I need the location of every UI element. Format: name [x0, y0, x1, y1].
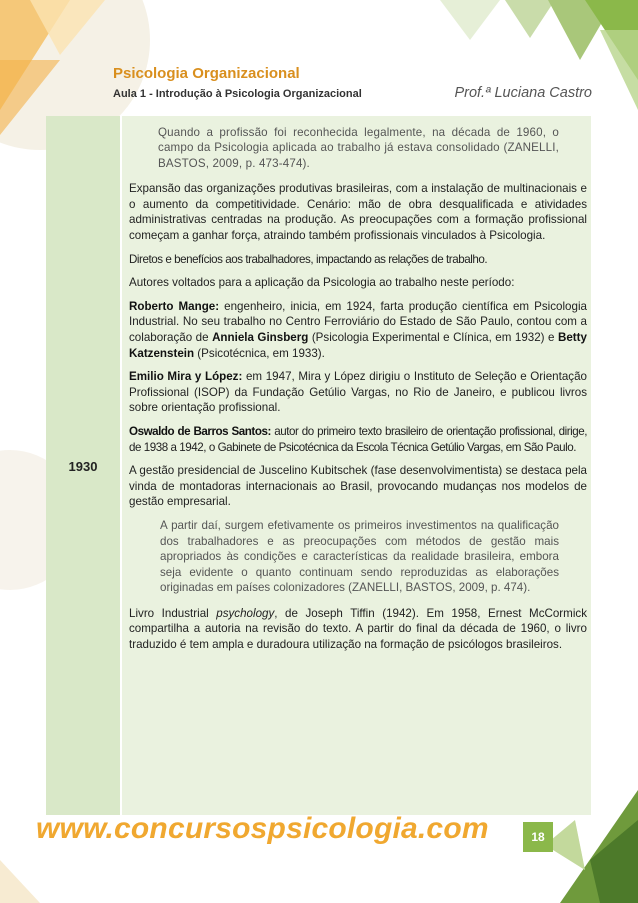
document-title: Psicologia Organizacional	[113, 65, 300, 82]
paragraph-text: Livro Industrial	[129, 606, 217, 620]
author-text: autor do primeiro texto brasileiro de orientação profissional, dirige, de 1938 a 1942, o Gabinete de Psicotécnica da Escola Técnica Getúlio Vargas, em São Paulo.	[129, 424, 587, 454]
decor-triangle	[505, 0, 555, 38]
timeline-table	[46, 116, 591, 815]
lesson-subtitle: Aula 1 - Introdução à Psicologia Organizacional	[113, 88, 362, 100]
book-title-word: psychology	[216, 606, 275, 620]
author-text: (Psicotécnica, em 1933).	[194, 346, 325, 360]
author-text: em 1947, Mira y López dirigiu o Instituto de Seleção e Orientação Profissional (ISOP) da Fundação Getúlio Vargas, no Rio de Janeiro, e publicou livros sobre orientação profissional.	[129, 370, 587, 415]
paragraph-text: , de Joseph Tiffin (1942). Em 1958, Ernest McCormick compartilha a autoria na revisão do texto. A partir do final da década de 1960, o livro traduzido é tem ampla e duradoura utilização na formação de psicólogos brasileiros.	[129, 606, 587, 652]
author-name: Prof.ª Luciana Castro	[454, 85, 592, 101]
content-cell	[122, 116, 591, 815]
paragraph: Autores voltados para a aplicação da Psicologia ao trabalho neste período:	[129, 276, 515, 290]
decor-triangle	[0, 860, 40, 903]
author-entry	[129, 369, 587, 416]
author-entry	[129, 299, 587, 361]
author-name-mange: Roberto Mange:	[129, 299, 220, 313]
decor-triangle	[600, 30, 638, 110]
author-name-mira: Emilio Mira y López:	[129, 370, 243, 384]
footer-website: www.concursospsicologia.com	[36, 812, 489, 845]
paragraph: Diretos e benefícios aos trabalhadores, impactando as relações de trabalho.	[129, 252, 488, 266]
citation-quote: A partir daí, surgem efetivamente os primeiros investimentos na qualificação dos trabalhadores e as preocupações com métodos de gestão mais apropriados às condições e características da realidade brasileira, embora seja evidente o quanto continuam sendo reproduzidas as elaborações originadas em países colonizadores (ZANELLI, BASTOS, 2009, p. 474).	[160, 518, 559, 595]
author-name-santos: Oswaldo de Barros Santos:	[129, 424, 271, 438]
author-text: engenheiro, inicia, em 1924, farta produção científica em Psicologia Industrial. No seu trabalho no Centro Ferroviário do Estado de São Paulo, contou com a colaboração de	[129, 299, 587, 344]
page-number: 18	[523, 822, 553, 852]
paragraph	[129, 606, 587, 653]
year-label: 1930	[68, 459, 98, 474]
decor-triangle	[440, 0, 500, 40]
paragraph: A gestão presidencial de Juscelino Kubitschek (fase desenvolvimentista) se destaca pela vinda de montadoras internacionais ao Brasil, provocando mudanças nos modelos de gestão empresarial.	[129, 464, 587, 509]
author-name-katzenstein: Betty Katzenstein	[129, 330, 587, 360]
citation-quote: Quando a profissão foi reconhecida legalmente, na década de 1960, o campo da Psicologia aplicada ao trabalho já estava consolidado (ZANELLI, BASTOS, 2009, p. 473-474).	[158, 126, 559, 170]
paragraph: Expansão das organizações produtivas brasileiras, com a instalação de multinacionais e o aumento da competitividade. Cenário: mão de obra desqualificada e atividades administrativas centradas na produção. As preocupações com a formação profissional começam a ganhar força, atraindo também profissionais vinculados à Psicologia.	[129, 182, 587, 242]
author-text: (Psicologia Experimental e Clínica, em 1932) e	[308, 330, 558, 344]
content-text	[129, 125, 587, 661]
author-name-ginsberg: Anniela Ginsberg	[212, 330, 309, 344]
author-entry	[129, 424, 587, 455]
year-cell	[46, 116, 120, 815]
